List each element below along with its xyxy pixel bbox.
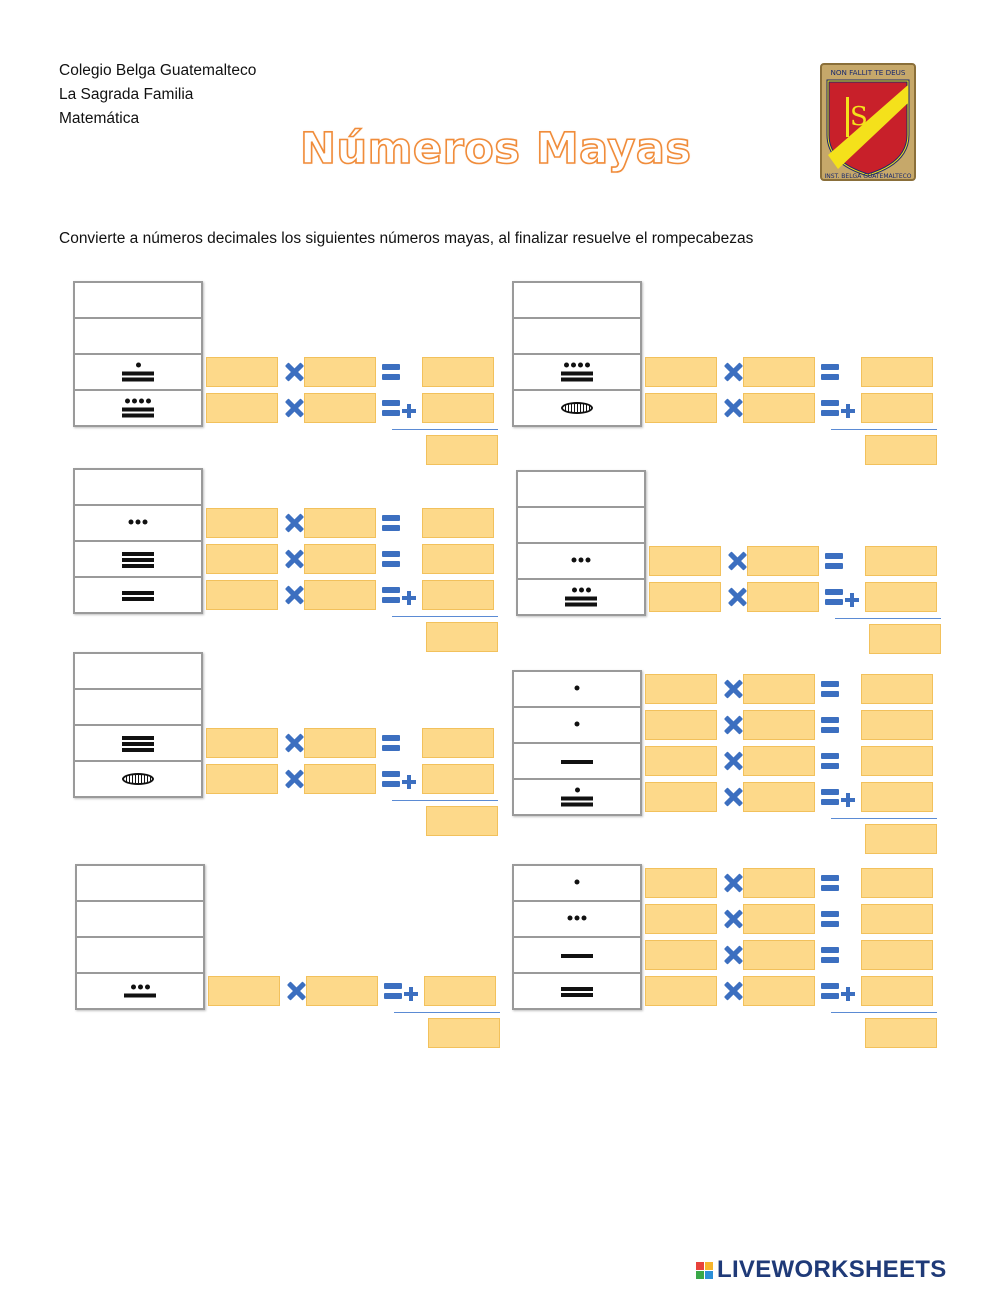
times-icon bbox=[284, 398, 304, 418]
multiplier-answer-box[interactable] bbox=[649, 546, 721, 576]
equals-icon bbox=[382, 364, 400, 380]
product-answer-box[interactable] bbox=[422, 357, 494, 387]
multiplier-answer-box[interactable] bbox=[206, 728, 278, 758]
multiplier-answer-box[interactable] bbox=[645, 868, 717, 898]
bar-icon bbox=[561, 797, 593, 801]
maya-numeral-glyph bbox=[565, 588, 597, 607]
product-answer-box[interactable] bbox=[865, 582, 937, 612]
total-answer-box[interactable] bbox=[426, 806, 498, 836]
maya-numeral-glyph bbox=[122, 734, 154, 752]
level-cell bbox=[75, 506, 201, 542]
product-answer-box[interactable] bbox=[422, 508, 494, 538]
product-answer-box[interactable] bbox=[861, 746, 933, 776]
bar-icon bbox=[561, 993, 593, 997]
bar-icon bbox=[122, 414, 154, 418]
equals-icon bbox=[821, 400, 839, 416]
equals-icon bbox=[821, 911, 839, 927]
positional-value-box[interactable] bbox=[743, 976, 815, 1006]
multiplier-answer-box[interactable] bbox=[206, 357, 278, 387]
multiplier-answer-box[interactable] bbox=[645, 904, 717, 934]
logo-motto-top: NON FALLIT TE DEUS bbox=[830, 68, 906, 77]
level-cell bbox=[75, 355, 201, 391]
dot-icon bbox=[138, 985, 143, 990]
maya-numeral-glyph bbox=[122, 773, 154, 785]
maya-numeral-glyph bbox=[122, 399, 154, 418]
dot-icon bbox=[575, 686, 580, 691]
dot-group bbox=[575, 686, 580, 691]
multiplier-answer-box[interactable] bbox=[206, 544, 278, 574]
svg-text:S: S bbox=[850, 102, 868, 132]
bar-icon bbox=[122, 558, 154, 562]
level-cell bbox=[75, 391, 201, 425]
times-icon bbox=[284, 362, 304, 382]
product-answer-box[interactable] bbox=[422, 728, 494, 758]
positional-value-box[interactable] bbox=[743, 746, 815, 776]
maya-numeral-glyph bbox=[568, 916, 587, 923]
total-answer-box[interactable] bbox=[428, 1018, 500, 1048]
maya-numeral-glyph bbox=[122, 363, 154, 382]
positional-value-box[interactable] bbox=[743, 782, 815, 812]
dot-group bbox=[575, 788, 580, 793]
bar-icon bbox=[122, 408, 154, 412]
bar-icon bbox=[561, 372, 593, 376]
maya-numeral-glyph bbox=[129, 520, 148, 527]
product-answer-box[interactable] bbox=[422, 580, 494, 610]
dot-group bbox=[575, 880, 580, 885]
dot-icon bbox=[572, 588, 577, 593]
maya-numeral-glyph bbox=[561, 985, 593, 997]
dot-icon bbox=[579, 558, 584, 563]
equals-icon bbox=[821, 364, 839, 380]
dot-group bbox=[136, 363, 141, 368]
equals-icon bbox=[382, 515, 400, 531]
sum-line bbox=[831, 429, 937, 430]
times-icon bbox=[286, 981, 306, 1001]
dot-icon bbox=[136, 520, 141, 525]
dot-icon bbox=[575, 880, 580, 885]
bar-icon bbox=[124, 994, 156, 998]
bar-icon bbox=[122, 736, 154, 740]
positional-value-box[interactable] bbox=[304, 357, 376, 387]
dot-icon bbox=[568, 916, 573, 921]
times-icon bbox=[723, 715, 743, 735]
plus-icon bbox=[841, 793, 855, 807]
level-cell bbox=[514, 708, 640, 744]
times-icon bbox=[723, 362, 743, 382]
multiplier-answer-box[interactable] bbox=[206, 508, 278, 538]
level-cell bbox=[75, 578, 201, 612]
product-answer-box[interactable] bbox=[861, 904, 933, 934]
equals-icon bbox=[382, 400, 400, 416]
multiplier-answer-box[interactable] bbox=[206, 580, 278, 610]
positional-value-box[interactable] bbox=[747, 546, 819, 576]
dot-icon bbox=[146, 399, 151, 404]
equals-icon bbox=[821, 875, 839, 891]
level-cell bbox=[77, 902, 203, 938]
level-cell bbox=[75, 470, 201, 506]
dot-icon bbox=[129, 520, 134, 525]
positional-value-box[interactable] bbox=[743, 393, 815, 423]
multiplier-answer-box[interactable] bbox=[645, 782, 717, 812]
positional-value-box[interactable] bbox=[304, 764, 376, 794]
page-title: Números Mayas bbox=[300, 124, 692, 174]
equals-icon bbox=[382, 735, 400, 751]
equals-icon bbox=[821, 947, 839, 963]
shell-zero-icon bbox=[561, 402, 593, 414]
maya-number-column bbox=[73, 468, 203, 614]
positional-value-box[interactable] bbox=[743, 904, 815, 934]
equals-icon bbox=[821, 753, 839, 769]
times-icon bbox=[723, 945, 743, 965]
plus-icon bbox=[404, 987, 418, 1001]
dot-group bbox=[572, 558, 591, 563]
level-cell bbox=[514, 283, 640, 319]
level-cell bbox=[514, 391, 640, 425]
dot-icon bbox=[136, 363, 141, 368]
plus-icon bbox=[402, 775, 416, 789]
equals-icon bbox=[382, 551, 400, 567]
equals-icon bbox=[382, 771, 400, 787]
total-answer-box[interactable] bbox=[865, 435, 937, 465]
product-answer-box[interactable] bbox=[861, 976, 933, 1006]
dot-icon bbox=[125, 399, 130, 404]
multiplier-answer-box[interactable] bbox=[645, 674, 717, 704]
total-answer-box[interactable] bbox=[426, 622, 498, 652]
equals-icon bbox=[821, 983, 839, 999]
bar-icon bbox=[122, 552, 154, 556]
level-cell bbox=[518, 472, 644, 508]
level-cell bbox=[77, 938, 203, 974]
multiplier-answer-box[interactable] bbox=[645, 940, 717, 970]
maya-number-column bbox=[516, 470, 646, 616]
total-answer-box[interactable] bbox=[869, 624, 941, 654]
bar-icon bbox=[561, 378, 593, 382]
times-icon bbox=[723, 679, 743, 699]
maya-numeral-glyph bbox=[561, 758, 593, 764]
sum-line bbox=[392, 429, 498, 430]
plus-icon bbox=[402, 591, 416, 605]
plus-icon bbox=[841, 987, 855, 1001]
sum-line bbox=[831, 1012, 937, 1013]
instructions-text: Convierte a números decimales los siguientes números mayas, al finalizar resuelve el rompecabezas bbox=[59, 230, 754, 247]
level-cell bbox=[514, 866, 640, 902]
bar-icon bbox=[122, 591, 154, 595]
bar-icon bbox=[561, 954, 593, 958]
maya-numeral-glyph bbox=[575, 686, 580, 693]
level-cell bbox=[514, 938, 640, 974]
positional-value-box[interactable] bbox=[743, 710, 815, 740]
bar-icon bbox=[122, 597, 154, 601]
maya-numeral-glyph bbox=[561, 788, 593, 807]
level-cell bbox=[75, 654, 201, 690]
maya-number-column bbox=[512, 281, 642, 427]
maya-number-column bbox=[512, 864, 642, 1010]
times-icon bbox=[723, 398, 743, 418]
dot-icon bbox=[572, 558, 577, 563]
dot-group bbox=[568, 916, 587, 921]
header-campus: La Sagrada Familia bbox=[59, 86, 194, 103]
plus-icon bbox=[841, 404, 855, 418]
maya-number-column bbox=[512, 670, 642, 816]
product-answer-box[interactable] bbox=[861, 940, 933, 970]
maya-numeral-glyph bbox=[561, 363, 593, 382]
dot-icon bbox=[564, 363, 569, 368]
equals-icon bbox=[825, 553, 843, 569]
product-answer-box[interactable] bbox=[861, 393, 933, 423]
maya-number-column bbox=[73, 281, 203, 427]
times-icon bbox=[723, 751, 743, 771]
times-icon bbox=[727, 551, 747, 571]
sum-line bbox=[394, 1012, 500, 1013]
dot-group bbox=[572, 588, 591, 593]
product-answer-box[interactable] bbox=[422, 764, 494, 794]
logo-motto-bottom: INST. BELGA GUATEMALTECO bbox=[824, 173, 912, 180]
equals-icon bbox=[821, 789, 839, 805]
positional-value-box[interactable] bbox=[743, 868, 815, 898]
maya-numeral-glyph bbox=[561, 402, 593, 414]
multiplier-answer-box[interactable] bbox=[206, 393, 278, 423]
bar-icon bbox=[561, 760, 593, 764]
equals-icon bbox=[384, 983, 402, 999]
dot-icon bbox=[575, 722, 580, 727]
positional-value-box[interactable] bbox=[743, 940, 815, 970]
level-cell bbox=[514, 780, 640, 814]
header-subject: Matemática bbox=[59, 110, 140, 127]
times-icon bbox=[723, 787, 743, 807]
dot-group bbox=[564, 363, 590, 368]
maya-numeral-glyph bbox=[124, 985, 156, 998]
equals-icon bbox=[821, 717, 839, 733]
times-icon bbox=[723, 909, 743, 929]
bar-icon bbox=[122, 564, 154, 568]
dot-icon bbox=[579, 588, 584, 593]
times-icon bbox=[284, 585, 304, 605]
bar-icon bbox=[565, 603, 597, 607]
times-icon bbox=[284, 733, 304, 753]
level-cell bbox=[518, 580, 644, 614]
times-icon bbox=[727, 587, 747, 607]
dot-icon bbox=[586, 588, 591, 593]
level-cell bbox=[77, 866, 203, 902]
product-answer-box[interactable] bbox=[422, 544, 494, 574]
positional-value-box[interactable] bbox=[743, 674, 815, 704]
bar-icon bbox=[565, 597, 597, 601]
dot-icon bbox=[131, 985, 136, 990]
level-cell bbox=[75, 762, 201, 796]
level-cell bbox=[75, 542, 201, 578]
maya-number-column bbox=[73, 652, 203, 798]
level-cell bbox=[518, 508, 644, 544]
dot-group bbox=[125, 399, 151, 404]
multiplier-answer-box[interactable] bbox=[208, 976, 280, 1006]
equals-icon bbox=[382, 587, 400, 603]
multiplier-answer-box[interactable] bbox=[645, 746, 717, 776]
positional-value-box[interactable] bbox=[304, 393, 376, 423]
times-icon bbox=[723, 873, 743, 893]
dot-group bbox=[129, 520, 148, 525]
bar-icon bbox=[561, 987, 593, 991]
positional-value-box[interactable] bbox=[304, 544, 376, 574]
dot-group bbox=[575, 722, 580, 727]
maya-number-column bbox=[75, 864, 205, 1010]
level-cell bbox=[514, 319, 640, 355]
dot-group bbox=[131, 985, 150, 990]
times-icon bbox=[723, 981, 743, 1001]
maya-numeral-glyph bbox=[575, 722, 580, 729]
dot-icon bbox=[578, 363, 583, 368]
dot-icon bbox=[585, 363, 590, 368]
equals-icon bbox=[825, 589, 843, 605]
total-answer-box[interactable] bbox=[426, 435, 498, 465]
level-cell bbox=[514, 974, 640, 1008]
sum-line bbox=[392, 800, 498, 801]
total-answer-box[interactable] bbox=[865, 1018, 937, 1048]
multiplier-answer-box[interactable] bbox=[645, 976, 717, 1006]
liveworksheets-icon bbox=[696, 1262, 713, 1279]
multiplier-answer-box[interactable] bbox=[649, 582, 721, 612]
positional-value-box[interactable] bbox=[304, 728, 376, 758]
product-answer-box[interactable] bbox=[422, 393, 494, 423]
maya-numeral-glyph bbox=[561, 952, 593, 958]
dot-icon bbox=[575, 916, 580, 921]
level-cell bbox=[518, 544, 644, 580]
maya-numeral-glyph bbox=[122, 589, 154, 601]
level-cell bbox=[514, 902, 640, 938]
times-icon bbox=[284, 769, 304, 789]
multiplier-answer-box[interactable] bbox=[645, 357, 717, 387]
equals-icon bbox=[821, 681, 839, 697]
plus-icon bbox=[845, 593, 859, 607]
shell-zero-icon bbox=[122, 773, 154, 785]
bar-icon bbox=[122, 378, 154, 382]
dot-icon bbox=[582, 916, 587, 921]
product-answer-box[interactable] bbox=[861, 357, 933, 387]
maya-numeral-glyph bbox=[122, 550, 154, 568]
level-cell bbox=[514, 355, 640, 391]
product-answer-box[interactable] bbox=[861, 782, 933, 812]
liveworksheets-brand bbox=[696, 1256, 947, 1284]
positional-value-box[interactable] bbox=[304, 508, 376, 538]
product-answer-box[interactable] bbox=[861, 868, 933, 898]
dot-icon bbox=[571, 363, 576, 368]
positional-value-box[interactable] bbox=[304, 580, 376, 610]
bar-icon bbox=[122, 742, 154, 746]
level-cell bbox=[75, 319, 201, 355]
level-cell bbox=[514, 672, 640, 708]
bar-icon bbox=[122, 372, 154, 376]
level-cell bbox=[75, 283, 201, 319]
maya-numeral-glyph bbox=[575, 880, 580, 887]
level-cell bbox=[514, 744, 640, 780]
bar-icon bbox=[122, 748, 154, 752]
positional-value-box[interactable] bbox=[306, 976, 378, 1006]
times-icon bbox=[284, 549, 304, 569]
product-answer-box[interactable] bbox=[861, 674, 933, 704]
product-answer-box[interactable] bbox=[865, 546, 937, 576]
positional-value-box[interactable] bbox=[743, 357, 815, 387]
multiplier-answer-box[interactable] bbox=[645, 393, 717, 423]
bar-icon bbox=[561, 803, 593, 807]
times-icon bbox=[284, 513, 304, 533]
level-cell bbox=[77, 974, 203, 1008]
plus-icon bbox=[402, 404, 416, 418]
dot-icon bbox=[143, 520, 148, 525]
positional-value-box[interactable] bbox=[747, 582, 819, 612]
school-crest-logo bbox=[820, 63, 916, 181]
dot-icon bbox=[132, 399, 137, 404]
dot-icon bbox=[586, 558, 591, 563]
sum-line bbox=[392, 616, 498, 617]
header-school: Colegio Belga Guatemalteco bbox=[59, 62, 257, 79]
product-answer-box[interactable] bbox=[861, 710, 933, 740]
liveworksheets-text: LIVEWORKSHEETS bbox=[717, 1256, 947, 1283]
level-cell bbox=[75, 690, 201, 726]
level-cell bbox=[75, 726, 201, 762]
multiplier-answer-box[interactable] bbox=[206, 764, 278, 794]
dot-icon bbox=[575, 788, 580, 793]
sum-line bbox=[835, 618, 941, 619]
multiplier-answer-box[interactable] bbox=[645, 710, 717, 740]
sum-line bbox=[831, 818, 937, 819]
maya-numeral-glyph bbox=[572, 558, 591, 565]
dot-icon bbox=[139, 399, 144, 404]
dot-icon bbox=[145, 985, 150, 990]
product-answer-box[interactable] bbox=[424, 976, 496, 1006]
total-answer-box[interactable] bbox=[865, 824, 937, 854]
